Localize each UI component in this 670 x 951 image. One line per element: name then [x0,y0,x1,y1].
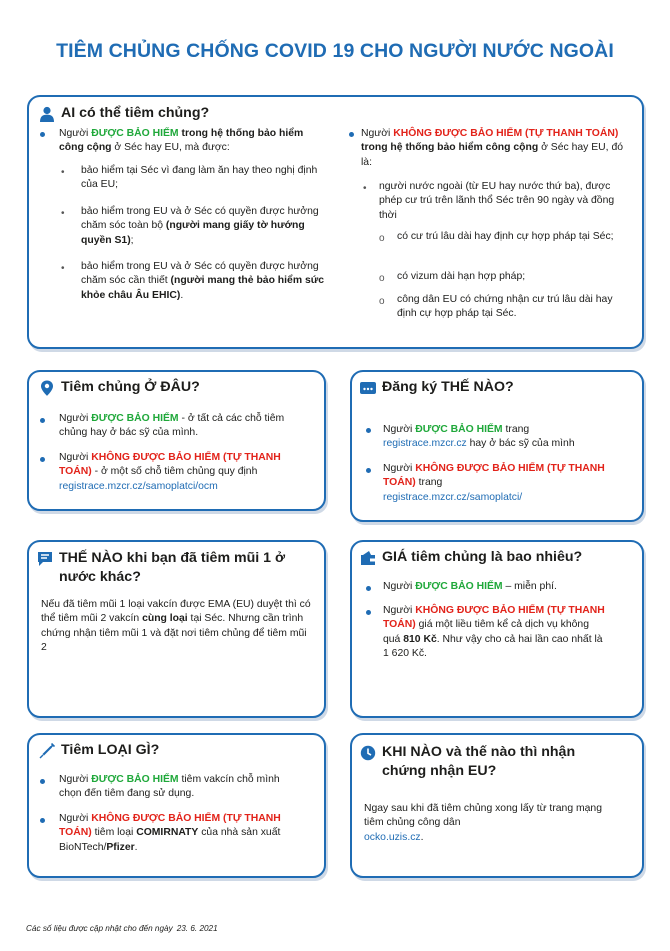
bullet-dot [366,586,371,591]
page-title: TIÊM CHỦNG CHỐNG COVID 19 CHO NGƯỜI NƯỚC NGOÀI [56,40,614,62]
type-insured: Người ĐƯỢC BẢO HIỂM tiêm vakcín chỗ mình chọn đến tiêm đang sử dụng. [59,774,280,800]
bullet-dot [366,610,371,615]
footer-note: Các số liệu được cập nhật cho đến ngày 23. 6. 2021 [26,924,218,933]
when-header [360,743,620,781]
location-pin-icon [39,380,55,396]
who-insured-item-1: bảo hiểm tại Séc vì đang làm ăn hay theo nghị định của EU; [81,165,318,191]
abroad-header [37,549,307,587]
how-link-uninsured[interactable]: registrace.mzcr.cz/samoplatci/ [383,491,523,503]
where-link[interactable]: registrace.mzcr.cz/samoplatci/ocm [59,480,218,492]
where-box [27,370,326,511]
who-uninsured-subitem-1: có cư trú lâu dài hay định cự hợp pháp tại Séc; [397,231,614,242]
price-insured: Người ĐƯỢC BẢO HIỂM – miễn phí. [383,581,557,592]
bullet-dot [40,457,45,462]
bullet-dot [40,418,45,423]
abroad-box [27,540,326,718]
wallet-icon [360,550,376,566]
price-heading: GIÁ tiêm chủng là bao nhiêu? [382,549,583,565]
who-uninsured-subitem-2: có vizum dài hạn hợp pháp; [397,271,526,282]
how-link-insured[interactable]: registrace.mzcr.cz [383,438,467,450]
who-uninsured-intro: Người KHÔNG ĐƯỢC BẢO HIỂM (TỰ THANH TOÁN) trong hệ thống bảo hiểm công cộng ở Séc hay EU, đó là: [361,128,624,168]
where-header [39,378,200,397]
clock-icon [360,745,376,761]
when-text: Ngay sau khi đã tiêm chủng xong lấy từ trang mạng tiêm chủng công dân ocko.uzis.cz. [364,803,602,843]
who-insured-item-3: bảo hiểm trong EU và ở Séc có quyền được hưởng chăm sóc cần thiết (người mang thẻ bảo hiểm sức khỏe châu Âu EHIC). [81,261,325,301]
type-header [39,741,159,760]
bullet-dot [366,468,371,473]
price-box [350,540,644,718]
dots-icon [360,380,376,396]
abroad-text: Nếu đã tiêm mũi 1 loại vakcín được EMA (EU) duyệt thì có thể tiêm mũi 2 vakcín cùng loại tại Séc. Nhưng cần trình chứng nhận tiêm mũi 1 và đặt nơi tiêm chủng để tiêm mũi 2 [41,599,311,654]
who-heading: AI có thể tiêm chủng? [61,105,210,121]
syringe-icon [39,743,55,759]
chat-icon [37,551,53,567]
how-heading: Đăng ký THẾ NÀO? [382,379,514,395]
who-insured-intro: Người ĐƯỢC BẢO HIỂM trong hệ thống bảo hiểm công cộng ở Séc hay EU, mà được: [59,128,304,154]
type-heading: Tiêm LOẠI GÌ? [61,742,160,758]
bullet-dot [40,818,45,823]
price-uninsured: Người KHÔNG ĐƯỢC BẢO HIỂM (TỰ THANH TOÁN) giá một liều tiêm kể cả dịch vụ không quá 810 Kč. Như vậy cho cả hai lần cao nhất là 1 620 Kč. [383,605,605,660]
who-uninsured-subitem-3: công dân EU có chứng nhận cư trú lâu dài hay định cự hợp pháp tại Séc. [397,294,613,320]
how-insured: Người ĐƯỢC BẢO HIỂM trang registrace.mzcr.cz hay ở bác sỹ của mình [383,424,575,450]
where-heading: Tiêm chủng Ở ĐÂU? [61,379,200,395]
person-icon [39,106,55,122]
bullet-dot [349,132,354,137]
where-insured: Người ĐƯỢC BẢO HIỂM - ở tất cả các chỗ tiêm chủng hay ở bác sỹ của mình. [59,413,285,439]
who-box: AI có thể tiêm chủng? Người ĐƯỢC BẢO HIỂM trong hệ thống bảo hiểm công cộng ở Séc hay EU, mà được: • bảo hiểm tại Séc vì đang làm ăn hay theo nghị định của EU; • bảo hiểm trong EU và ở Séc có quyền được hưởng chăm sóc toàn bộ (người mang giấy tờ hướng quyền S1); • bảo hiểm trong EU và ở Séc có quyền được hưởng chăm sóc cần thiết (người mang thẻ bảo hiểm sức khỏe châu Âu EHIC). Người KHÔNG ĐƯỢC BẢO HIỂM (TỰ THANH TOÁN) trong hệ thống bảo hiểm công cộng ở Séc hay EU, đó là: • người nước ngoài (từ EU hay nước thứ ba), được phép cư trú trên lãnh thổ Séc trên 90 ngày và đồng thời o có cư trú lâu dài hay định cự hợp pháp tại Séc; o có vizum dài hạn hợp pháp; o công dân EU có chứng nhận cư trú lâu dài hay định cự hợp pháp tại Séc. [27,95,644,349]
abroad-heading: THẾ NÀO khi bạn đã tiêm mũi 1 ở nước khác? [59,550,286,585]
where-uninsured: Người KHÔNG ĐƯỢC BẢO HIỂM (TỰ THANH TOÁN) - ở một số chỗ tiêm chủng quy định registrace.mzcr.cz/samoplatci/ocm [59,452,281,492]
when-box [350,733,644,878]
how-uninsured: Người KHÔNG ĐƯỢC BẢO HIỂM (TỰ THANH TOÁN) trang registrace.mzcr.cz/samoplatci/ [383,463,605,503]
price-header [360,548,582,567]
bullet-dot [366,428,371,433]
bullet-dot [40,132,45,137]
when-link[interactable]: ocko.uzis.cz [364,831,421,843]
who-insured-item-2: bảo hiểm trong EU và ở Séc có quyền được hưởng chăm sóc toàn bộ (người mang giấy tờ hướng quyền S1); [81,206,319,246]
who-uninsured-item: người nước ngoài (từ EU hay nước thứ ba), được phép cư trú trên lãnh thổ Séc trên 90 ngày và đồng thời [379,181,615,221]
who-header [39,104,209,123]
bullet-dot [40,779,45,784]
how-box [350,370,644,522]
type-box [27,733,326,878]
type-uninsured: Người KHÔNG ĐƯỢC BẢO HIỂM (TỰ THANH TOÁN) tiêm loại COMIRNATY của nhà sản xuất BioNTech/Pfizer. [59,813,281,853]
how-header [360,378,514,397]
when-heading: KHI NÀO và thế nào thì nhận chứng nhận EU? [382,744,576,779]
